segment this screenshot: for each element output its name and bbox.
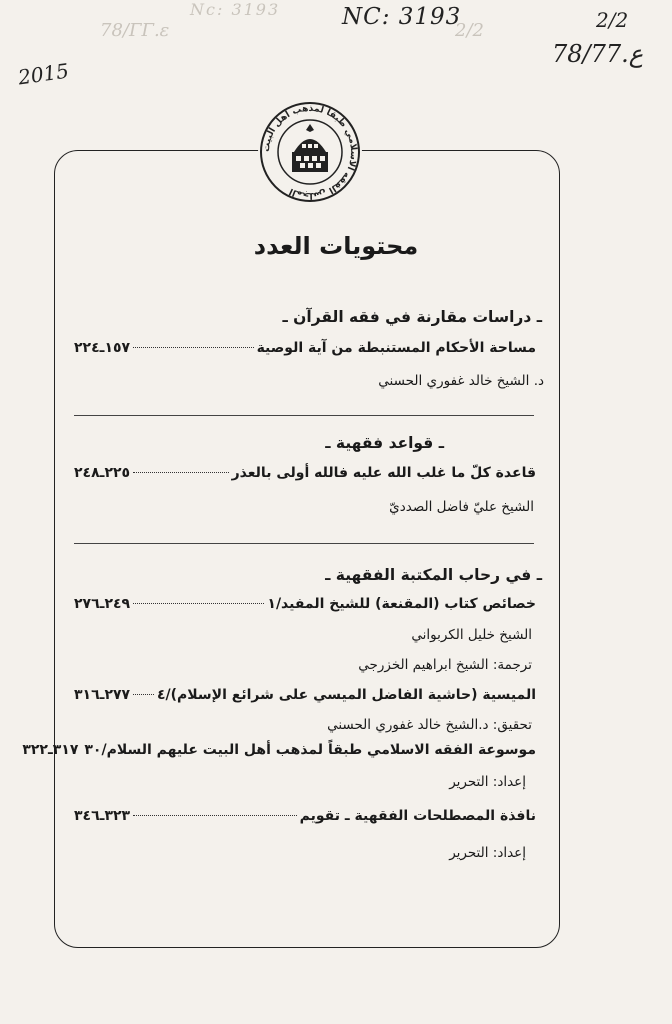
entry-title: مساحة الأحكام المستنبطة من آية الوصية: [256, 340, 536, 356]
entry-author: د. الشيخ خالد غفوري الحسني: [378, 373, 544, 389]
dot-leader: [133, 472, 229, 473]
section-divider: [74, 415, 534, 416]
entry-title: نافذة المصطلحات الفقهية ـ تقويم: [299, 808, 536, 824]
seal-text: المجلس الفقه الاسلامي طبقا لمذهب أهل البيت: [261, 103, 359, 201]
dot-leader: [133, 347, 253, 348]
entry-author: الشيخ خليل الكربواني: [411, 627, 532, 643]
dot-leader: [133, 815, 297, 816]
entry-prepared-by: إعداد: التحرير: [449, 845, 526, 861]
entry-editor: تحقيق: د.الشيخ خالد غفوري الحسني: [327, 717, 532, 733]
entry-pages: ٢٧٧ـ٣١٦: [74, 687, 131, 703]
institution-seal: [258, 100, 362, 204]
entry-translator: ترجمة: الشيخ ابراهيم الخزرجي: [358, 657, 532, 673]
entry-prepared-by: إعداد: التحرير: [449, 774, 526, 790]
section-heading-library: ـ في رحاب المكتبة الفقهية ـ: [325, 566, 542, 584]
entry-title: موسوعة الفقه الاسلامي طبقاً لمذهب أهل البيت عليهم السلام/٣٠: [84, 742, 536, 758]
section-heading-rules: ـ قواعد فقهية ـ: [325, 434, 444, 452]
toc-entry: [74, 808, 536, 830]
toc-entry: [74, 340, 536, 362]
handwritten-year: 2015: [16, 58, 71, 90]
entry-author: الشيخ عليّ فاضل الصدديّ: [389, 499, 534, 515]
toc-entry: [22, 742, 536, 764]
section-divider: [74, 543, 534, 544]
entry-pages: ٢٢٥ـ٢٤٨: [74, 465, 131, 481]
section-heading-comparative: ـ دراسات مقارنة في فقه القرآن ـ: [282, 308, 542, 326]
entry-pages: ٣١٧ـ٣٢٢: [22, 742, 79, 758]
entry-pages: ١٥٧ـ٢٢٤: [74, 340, 131, 356]
dot-leader: [133, 603, 264, 604]
entry-title: خصائص كتاب (المقنعة) للشيخ المفيد/١: [267, 596, 536, 612]
entry-pages: ٢٤٩ـ٢٧٦: [74, 596, 131, 612]
faint-bleed-code: 78/ΓΓ.ε: [100, 20, 170, 41]
faint-bleed-nc: Nc: 3193: [190, 0, 281, 19]
toc-entry: [74, 596, 536, 618]
contents-title: محتويات العدد: [253, 232, 419, 260]
entry-pages: ٣٢٣ـ٣٤٦: [74, 808, 131, 824]
seal-emblem-icon: [258, 100, 362, 204]
toc-entry: [74, 687, 536, 709]
dot-leader: [133, 694, 154, 695]
faint-bleed-page: 2/2: [455, 20, 484, 41]
entry-title: الميسية (حاشية الفاضل الميسي على شرائع الإسلام)/٤: [156, 687, 536, 703]
entry-title: قاعدة كلّ ما غلب الله عليه فالله أولى بالعذر: [231, 465, 536, 481]
handwritten-nc-number: NC: 3193: [342, 4, 462, 30]
toc-entry: [74, 465, 536, 487]
handwritten-code: 78/77.ع: [552, 40, 644, 68]
handwritten-page-mark: 2/2: [596, 8, 629, 32]
